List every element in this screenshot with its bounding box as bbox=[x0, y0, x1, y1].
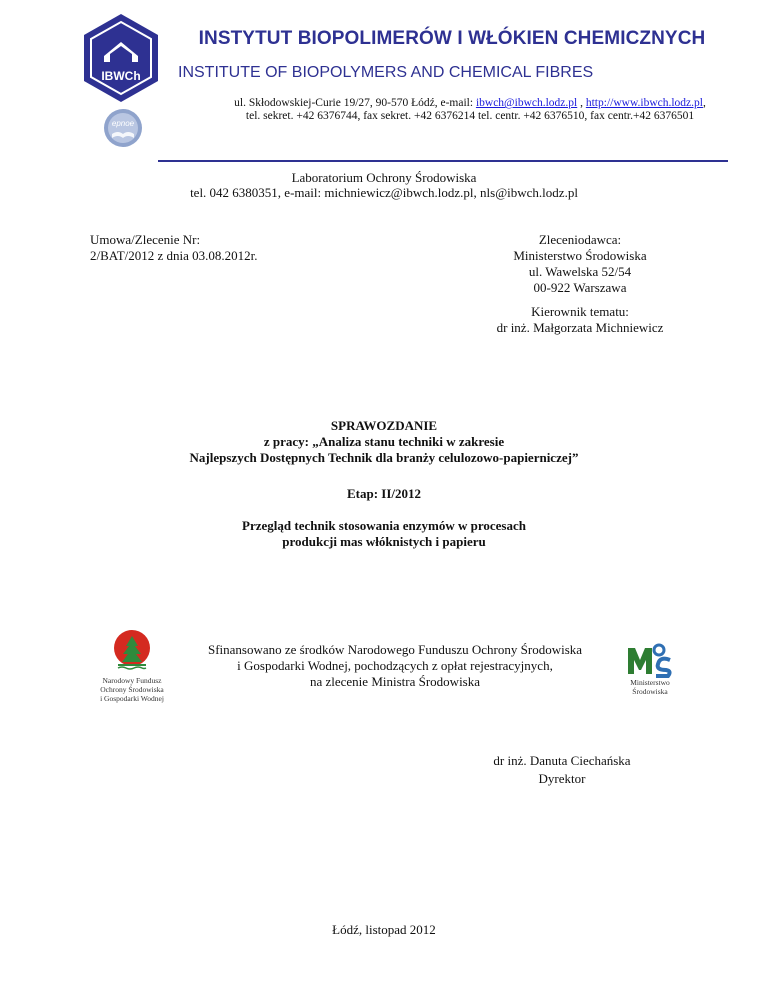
ministry-caption-line2: Środowiska bbox=[632, 687, 668, 696]
address-suffix: , bbox=[702, 97, 706, 109]
client-name: Ministerstwo Środowiska bbox=[513, 248, 647, 263]
institute-address bbox=[150, 97, 768, 109]
svg-text:epnoe: epnoe bbox=[111, 119, 135, 128]
client-street: ul. Wawelska 52/54 bbox=[528, 264, 632, 279]
report-topic-line2: produkcji mas włóknistych i papieru bbox=[282, 534, 486, 549]
address-separator: , bbox=[577, 97, 586, 109]
email-link[interactable]: ibwch@ibwch.lodz.pl bbox=[475, 97, 578, 109]
client-label: Zleceniodawca: bbox=[538, 232, 622, 247]
epnoe-logo bbox=[102, 106, 144, 150]
manager-name: dr inż. Małgorzata Michniewicz bbox=[496, 320, 664, 335]
ministry-logo bbox=[626, 640, 674, 678]
laboratory-name: Laboratorium Ochrony Środowiska bbox=[291, 170, 477, 185]
director-signature bbox=[462, 752, 662, 788]
report-topic bbox=[0, 518, 768, 550]
ministry-caption-line1: Ministerstwo bbox=[630, 678, 670, 687]
institute-name-en: INSTITUTE OF BIOPOLYMERS AND CHEMICAL FIBRES bbox=[178, 64, 594, 81]
report-type: SPRAWOZDANIE bbox=[330, 418, 438, 433]
nfosigw-caption-line2: Ochrony Środowiska bbox=[100, 685, 164, 694]
nfosigw-caption bbox=[82, 676, 182, 703]
report-title-line2: Najlepszych Dostępnych Technik dla branży celulozowo-papierniczej” bbox=[189, 450, 579, 465]
header-divider bbox=[158, 160, 728, 162]
funding-statement bbox=[180, 642, 610, 690]
report-title-line1: z pracy: „Analiza stanu techniki w zakresie bbox=[263, 434, 505, 449]
address-prefix: ul. Skłodowskiej-Curie 19/27, 90-570 Łódź, e-mail: bbox=[234, 97, 476, 109]
funding-line2: i Gospodarki Wodnej, pochodzących z opłat rejestracyjnych, bbox=[237, 658, 553, 673]
ibwch-logo bbox=[80, 12, 162, 104]
institute-phones: tel. sekret. +42 6376744, fax sekret. +42 6376214 tel. centr. +42 6376510, fax centr.+42 6376501 bbox=[245, 110, 695, 122]
manager-block bbox=[440, 304, 720, 336]
director-title: Dyrektor bbox=[538, 771, 586, 786]
funding-line3: na zlecenie Ministra Środowiska bbox=[309, 674, 481, 689]
report-topic-line1: Przegląd technik stosowania enzymów w procesach bbox=[242, 518, 526, 533]
place-date: Łódź, listopad 2012 bbox=[332, 922, 436, 937]
report-title bbox=[0, 418, 768, 466]
nfosigw-logo bbox=[110, 628, 154, 672]
nfosigw-caption-line1: Narodowy Fundusz bbox=[102, 676, 162, 685]
report-stage: Etap: II/2012 bbox=[346, 486, 422, 501]
contract-number: 2/BAT/2012 z dnia 03.08.2012r. bbox=[90, 248, 258, 263]
director-name: dr inż. Danuta Ciechańska bbox=[493, 753, 631, 768]
funding-line1: Sfinansowano ze środków Narodowego Funduszu Ochrony Środowiska bbox=[207, 642, 583, 657]
nfosigw-caption-line3: i Gospodarki Wodnej bbox=[100, 694, 164, 703]
laboratory-contact: tel. 042 6380351, e-mail: michniewicz@ibwch.lodz.pl, nls@ibwch.lodz.pl bbox=[190, 185, 578, 200]
manager-label: Kierownik tematu: bbox=[531, 304, 629, 319]
svg-text:IBWCh: IBWCh bbox=[101, 69, 141, 83]
client-city: 00-922 Warszawa bbox=[533, 280, 627, 295]
institute-name-pl: INSTYTUT BIOPOLIMERÓW I WŁÓKIEN CHEMICZNYCH bbox=[198, 28, 706, 49]
contract-label: Umowa/Zlecenie Nr: bbox=[90, 232, 201, 247]
website-link[interactable]: http://www.ibwch.lodz.pl bbox=[585, 97, 703, 109]
ministry-caption bbox=[612, 678, 688, 696]
client-block bbox=[480, 232, 680, 296]
